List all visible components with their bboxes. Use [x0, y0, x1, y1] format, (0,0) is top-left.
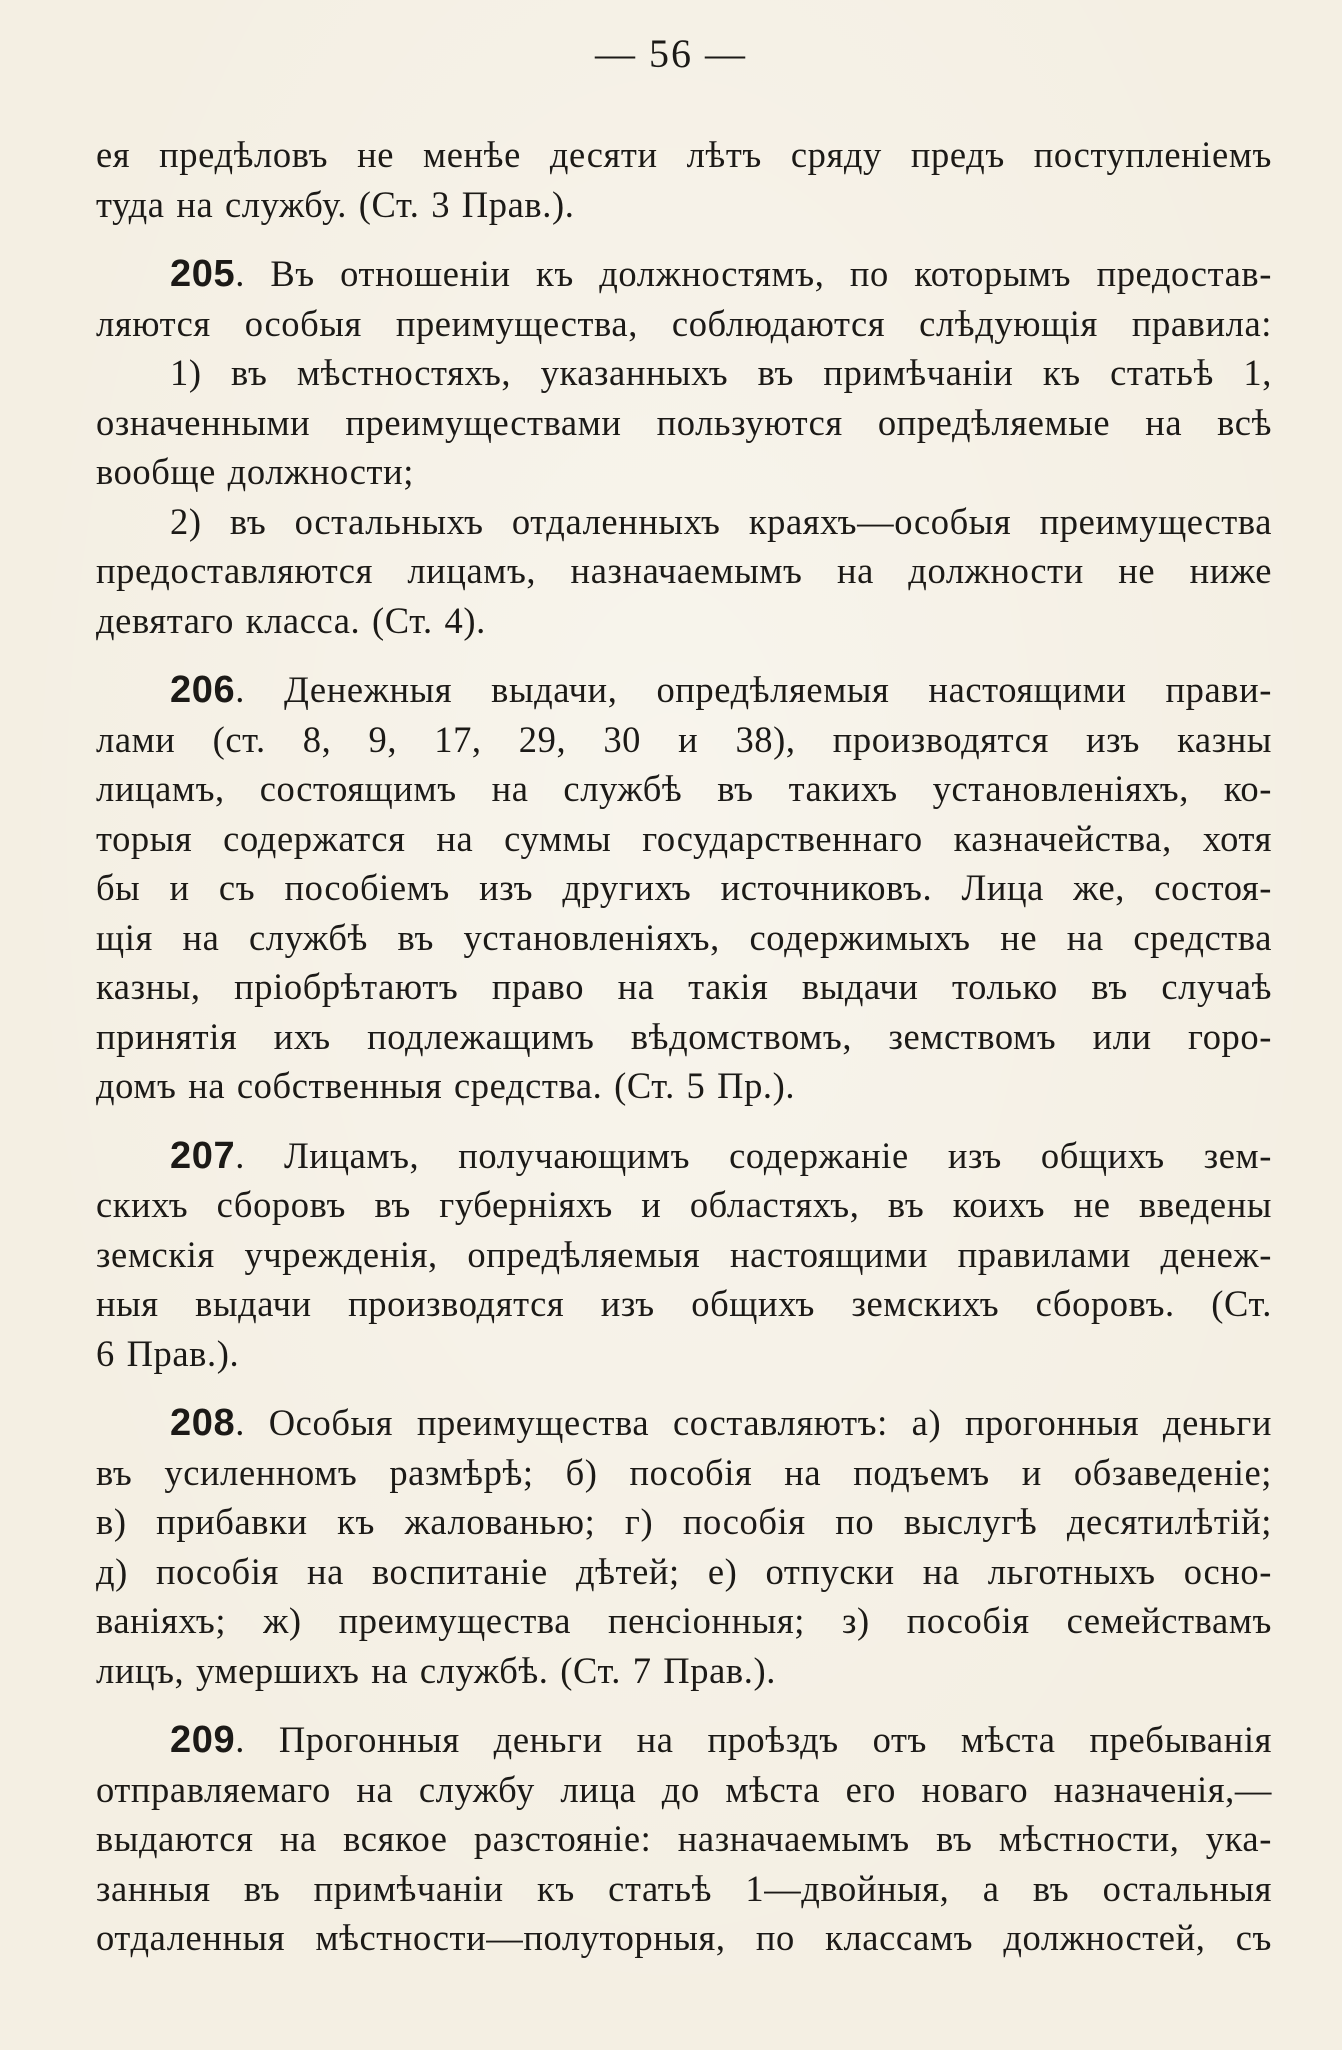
- text-line: [96, 1398, 1272, 1448]
- text-line: означенными преимуществами пользуются опредѣляемые на всѣ: [96, 401, 1272, 443]
- text-line: вообще должности;: [96, 451, 414, 492]
- article-206: [96, 665, 1272, 1111]
- text-line: туда на службу. (Ст. 3 Прав.).: [96, 183, 575, 225]
- text-line: [96, 665, 1272, 715]
- article-number: 205: [170, 253, 236, 295]
- text-line: выдаются на всякое разстояніе: назначаемымъ въ мѣстности, ука-: [96, 1818, 1272, 1859]
- paragraph-continuation: [96, 130, 1272, 229]
- text-line: торыя содержатся на суммы государственнаго казначейства, хотя: [96, 817, 1272, 859]
- text-line: въ усиленномъ размѣрѣ; б) пособія на подъемъ и обзаведеніе;: [96, 1451, 1272, 1493]
- text-segment: . Въ отношеніи къ должностямъ, по которымъ предостав-: [235, 253, 1272, 294]
- article-207: [96, 1131, 1272, 1379]
- text-line: домъ на собственныя средства. (Ст. 5 Пр.).: [96, 1065, 796, 1106]
- text-line: 2) въ остальныхъ отдаленныхъ краяхъ—особыя преимущества: [170, 500, 1272, 542]
- article-number: 209: [170, 1719, 236, 1761]
- text-line: лицъ, умершихъ на службѣ. (Ст. 7 Прав.).: [96, 1649, 776, 1691]
- text-line: занныя въ примѣчаніи къ статьѣ 1—двойныя, а въ остальныя: [96, 1867, 1272, 1909]
- text-line: в) прибавки къ жалованью; г) пособія по выслугѣ десятилѣтій;: [96, 1501, 1272, 1542]
- text-line: бы и съ пособіемъ изъ другихъ источниковъ. Лица же, состоя-: [96, 867, 1272, 908]
- article-number: 206: [170, 669, 236, 711]
- text-segment: . Прогонныя деньги на проѣздъ отъ мѣста пребыванія: [235, 1719, 1272, 1760]
- text-line: принятія ихъ подлежащимъ вѣдомствомъ, земствомъ или горо-: [96, 1015, 1272, 1057]
- text-line: отдаленныя мѣстности—полуторныя, по классамъ должностей, съ: [96, 1917, 1272, 1958]
- text-line: лицамъ, состоящимъ на службѣ въ такихъ установленіяхъ, ко-: [96, 768, 1272, 809]
- text-line: девятаго класса. (Ст. 4).: [96, 599, 486, 641]
- article-209: [96, 1715, 1272, 1963]
- article-number: 207: [170, 1134, 236, 1177]
- body-text: [96, 130, 1272, 1963]
- text-line: ляются особыя преимущества, соблюдаются слѣдующія правила:: [96, 302, 1272, 344]
- page-number: — 56 —: [595, 31, 747, 76]
- text-line: предоставляются лицамъ, назначаемымъ на должности не ниже: [96, 550, 1272, 591]
- text-line: 6 Прав.).: [96, 1332, 240, 1374]
- text-line: [96, 1715, 1272, 1765]
- text-line: лами (ст. 8, 9, 17, 29, 30 и 38), производятся изъ казны: [96, 718, 1272, 760]
- text-segment: . Лицамъ, получающимъ содержаніе изъ общихъ зем-: [235, 1134, 1272, 1176]
- text-segment: . Особыя преимущества составляютъ: а) прогонныя деньги: [235, 1402, 1272, 1443]
- text-line: [96, 1131, 1272, 1181]
- text-line: казны, пріобрѣтаютъ право на такія выдачи только въ случаѣ: [96, 966, 1272, 1007]
- text-line: ваніяхъ; ж) преимущества пенсіонныя; з) пособія семействамъ: [96, 1600, 1272, 1641]
- text-line: [96, 249, 1272, 299]
- article-number: 208: [170, 1402, 236, 1444]
- text-line: ныя выдачи производятся изъ общихъ земскихъ сборовъ. (Ст.: [96, 1283, 1272, 1324]
- text-segment: . Денежныя выдачи, опредѣляемыя настоящими прави-: [235, 669, 1272, 710]
- text-line: щія на службѣ въ установленіяхъ, содержимыхъ не на средства: [96, 916, 1272, 958]
- text-line: д) пособія на воспитаніе дѣтей; е) отпуски на льготныхъ осно-: [96, 1550, 1272, 1592]
- text-line: скихъ сборовъ въ губерніяхъ и областяхъ, въ коихъ не введены: [96, 1184, 1272, 1225]
- article-205: [96, 249, 1272, 645]
- text-line: земскія учрежденія, опредѣляемыя настоящими правилами денеж-: [96, 1233, 1272, 1275]
- text-line: отправляемаго на службу лица до мѣста его новаго назначенія,—: [96, 1768, 1272, 1810]
- text-line: ея предѣловъ не менѣе десяти лѣтъ сряду предъ поступленіемъ: [96, 134, 1272, 175]
- article-208: [96, 1398, 1272, 1695]
- text-line: 1) въ мѣстностяхъ, указанныхъ въ примѣчаніи къ статьѣ 1,: [170, 352, 1272, 393]
